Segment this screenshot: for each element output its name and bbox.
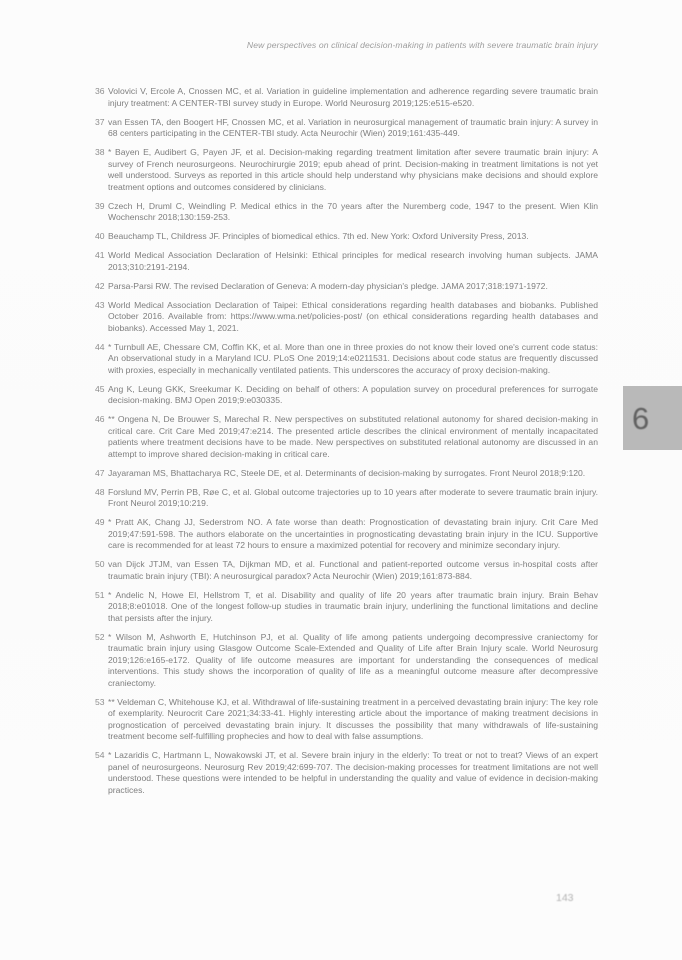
reference-item [95,750,598,796]
reference-text: World Medical Association Declaration of Helsinki: Ethical principles for medical research involving human subjects. JAMA 2013;310:2191-2194. [108,250,598,272]
reference-text: * Wilson M, Ashworth E, Hutchinson PJ, et al. Quality of life among patients undergoing decompressive craniectomy for traumatic brain injury using Glasgow Outcome Scale-Extended and Quality of Life after Brain Injury scale. World Neurosurg 2019;126:e165-e172. Quality of life outcome measures are important for understanding the consequences of medical interventions. This study shows the incorporation of quality of life as a meaningful outcome measure after decompressive craniectomy. [108,631,598,688]
reference-number: 41 [95,250,105,260]
reference-text: ** Ongena N, De Brouwer S, Marechal R. New perspectives on substituted relational autonomy for shared decision-making in critical care. Crit Care Med 2019;47:e214. The presented article describes the clinical environment of mentally incapacitated patients where treatment decisions have to be made. New perspectives on substituted relational autonomy are discussed in an attempt to improve shared decision-making in critical care. [108,414,598,459]
reference-number: 47 [95,467,105,478]
reference-number: 49 [95,517,105,527]
reference-text: Jayaraman MS, Bhattacharya RC, Steele DE, et al. Determinants of decision-making by surrogates. Front Neurol 2018;9:120. [108,467,586,478]
reference-item [95,632,598,690]
running-header: New perspectives on clinical decision-making in patients with severe traumatic brain injury [246,40,598,50]
reference-text: * Pratt AK, Chang JJ, Sederstrom NO. A fate worse than death: Prognostication of devastating brain injury. Crit Care Med 2019;47:591-598. The authors elaborate on the uncertainties in prognosticating devastating brain injury in the ICU. Supportive care is recommended for at least 72 hours to ensure a maximized potential for recovery and minimize secondary injury. [108,517,598,550]
chapter-number: 6 [632,400,650,436]
reference-item [95,517,598,552]
reference-item [95,281,598,293]
reference-number: 39 [95,200,105,211]
reference-text: World Medical Association Declaration of Taipei: Ethical considerations regarding health databases and biobanks. Published October 2016. Available from: https://www.wma.net/policies-post/ (on ethical considerations regarding health databases and biobanks). Accessed May 1, 2021. [108,299,598,333]
reference-item [95,117,598,140]
reference-number: 42 [95,280,105,291]
reference-item [95,231,598,243]
reference-text: * Bayen E, Audibert G, Payen JF, et al. Decision-making regarding treatment limitation after severe traumatic brain injury: A survey of French neurosurgeons. Neurochirurgie 2019; epub ahead of print. Decision-making in treatment limitations is not yet well understood. Surveys as reported in this article should help understand why physicians make decisions and should explore treatment options and outcomes considered by clinicians. [108,147,598,192]
reference-number: 50 [95,559,105,569]
reference-number: 51 [95,589,105,600]
reference-text: van Essen TA, den Boogert HF, Cnossen MC, et al. Variation in neurosurgical management of traumatic brain injury: A survey in 68 centers participating in the CENTER-TBI study. Acta Neurochir (Wien) 2019;161:435-449. [108,116,598,138]
reference-item [95,697,598,743]
reference-text: * Andelic N, Howe EI, Hellstrom T, et al. Disability and quality of life 20 years after traumatic brain injury. Brain Behav 2018;8:e01018. One of the longest follow-up studies in traumatic brain injury, underlining the functional limitations and decline that persists after the injury. [108,589,598,623]
reference-text: ** Veldeman C, Whitehouse KJ, et al. Withdrawal of life-sustaining treatment in a perceived devastating brain injury: The key role of exemplarity. Neurocrit Care 2021;34:33-41. Highly interesting article about the importance of making treatment decisions in prognostication of perceived devastating brain injury. It discusses the possibility that many withdrawals of life-sustaining treatment become self-fulfilling prophecies and how to deal with false assumptions. [108,696,598,741]
reference-number: 37 [95,116,105,127]
reference-text: * Turnbull AE, Chessare CM, Coffin KK, et al. More than one in three proxies do not know their loved one's current code status: An observational study in a Maryland ICU. PLoS One 2019;14:e0211531. Decisions about code status are frequently discussed with proxies, especially in mechanically ventilated patients. This underscores the accuracy of proxy decision-making. [108,341,598,375]
reference-text: * Lazaridis C, Hartmann L, Nowakowski JT, et al. Severe brain injury in the elderly: To treat or not to treat? Views of an expert panel of neurosurgeons. Neurosurg Rev 2019;42:699-707. The decision-making processes for treatment limitations are not well understood. These questions were intended to be helpful in understanding the quality and value of evidence in decision-making practices. [108,750,598,795]
reference-item [95,147,598,193]
reference-item [95,86,598,109]
reference-text: van Dijck JTJM, van Essen TA, Dijkman MD, et al. Functional and patient-reported outcome versus in-hospital costs after traumatic brain injury (TBI): A neurosurgical paradox? Acta Neurochir (Wien) 2019;161:873-884. [108,559,598,581]
reference-item [95,300,598,335]
reference-number: 45 [95,383,105,394]
reference-number: 46 [95,414,105,424]
reference-number: 38 [95,147,105,157]
reference-number: 54 [95,750,105,760]
reference-item [95,250,598,273]
reference-item [95,487,598,510]
reference-item [95,201,598,224]
reference-text: Beauchamp TL, Childress JF. Principles of biomedical ethics. 7th ed. New York: Oxford University Press, 2013. [108,231,529,241]
reference-number: 44 [95,341,105,352]
reference-text: Parsa-Parsi RW. The revised Declaration of Geneva: A modern-day physician's pledge. JAMA 2017;318:1971-1972. [108,280,548,291]
reference-number: 40 [95,231,105,241]
reference-text: Volovici V, Ercole A, Cnossen MC, et al. Variation in guideline implementation and adherence regarding severe traumatic brain injury treatment: A CENTER-TBI survey study in Europe. World Neurosurg 2019;125:e515-e520. [108,86,598,108]
reference-number: 43 [95,299,105,310]
reference-text: Forslund MV, Perrin PB, Røe C, et al. Global outcome trajectories up to 10 years after moderate to severe traumatic brain injury. Front Neurol 2019;10:219. [108,486,598,508]
reference-number: 36 [95,86,105,96]
reference-number: 48 [95,486,105,497]
reference-item [95,384,598,407]
reference-number: 52 [95,631,105,642]
reference-item [95,468,598,480]
reference-item [95,414,598,460]
chapter-tab [623,386,682,450]
reference-text: Czech H, Druml C, Weindling P. Medical ethics in the 70 years after the Nuremberg code, 1947 to the present. Wien Klin Wochenschr 2018;130:159-253. [108,200,598,222]
reference-item [95,590,598,625]
reference-item [95,342,598,377]
reference-list [95,86,598,804]
reference-item [95,559,598,582]
reference-text: Ang K, Leung GKK, Sreekumar K. Deciding on behalf of others: A population survey on procedural preferences for surrogate decision-making. BMJ Open 2019;9:e030335. [108,383,598,405]
page-number: 143 [556,892,574,904]
reference-number: 53 [95,696,105,707]
